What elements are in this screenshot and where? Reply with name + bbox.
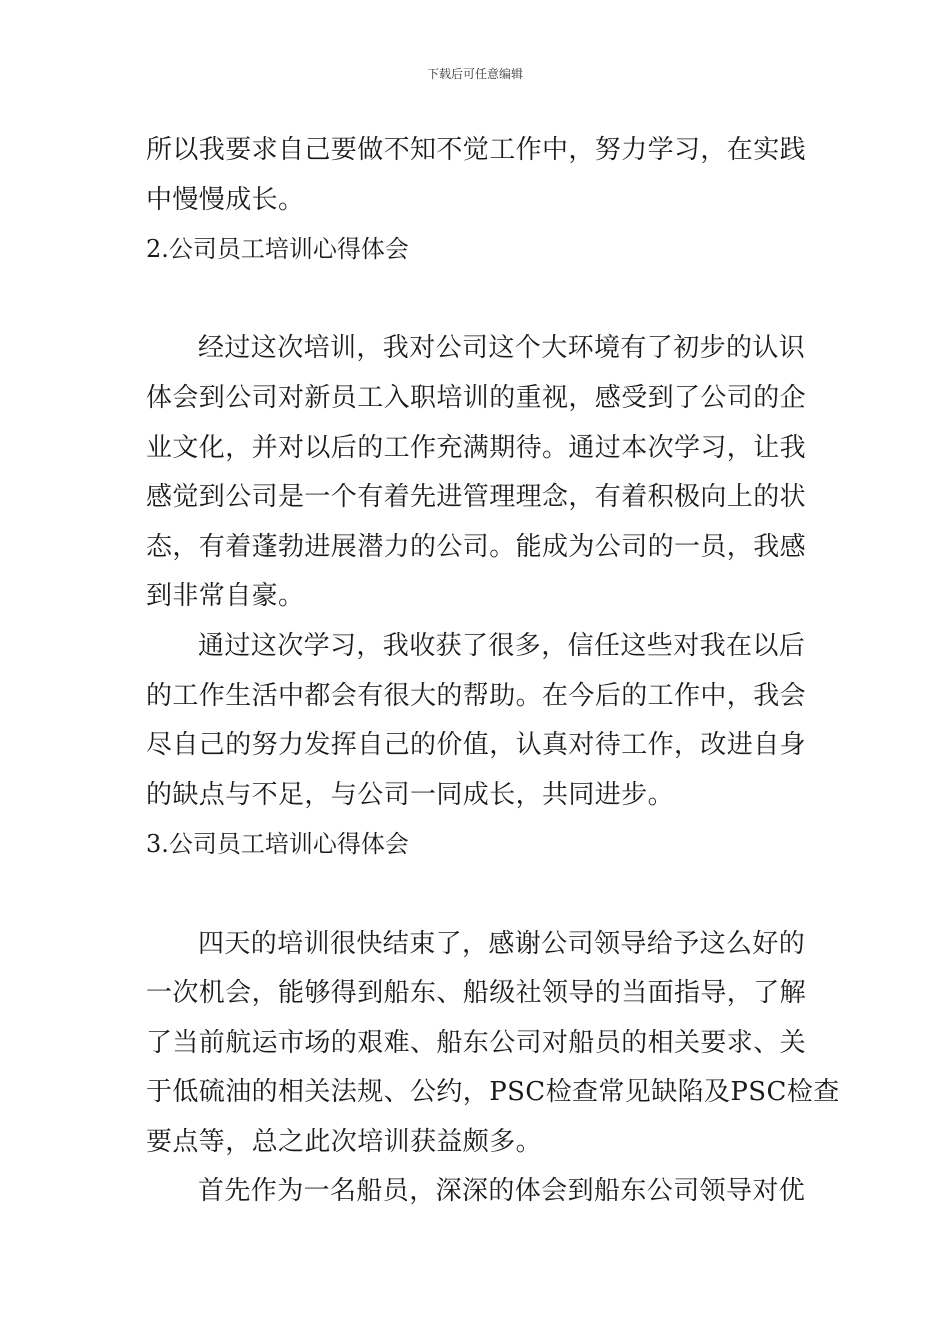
text-line: 一次机会，能够得到船东、船级社领导的当面指导，了解: [146, 978, 807, 1009]
text-line: 要点等，总之此次培训获益颇多。: [146, 1126, 543, 1157]
text-line: 中慢慢成长。: [146, 184, 305, 215]
text-line: 到非常自豪。: [146, 581, 305, 612]
text-line: 了当前航运市场的艰难、船东公司对船员的相关要求、关: [146, 1027, 807, 1058]
paragraph-start: 首先作为一名船员，深深的体会到船东公司领导对优: [198, 1176, 806, 1207]
paragraph-start: 通过这次学习，我收获了很多，信任这些对我在以后: [198, 630, 806, 661]
paragraph-start: 四天的培训很快结束了，感谢公司领导给予这么好的: [198, 928, 806, 959]
text-line: 业文化，并对以后的工作充满期待。通过本次学习，让我: [146, 432, 807, 463]
text-line: 于低硫油的相关法规、公约，PSC检查常见缺陷及PSC检查: [146, 1077, 840, 1108]
blank-line: [146, 275, 810, 325]
section-heading: 2.公司员工培训心得体会: [146, 235, 409, 264]
page-header: 下载后可任意编辑: [426, 67, 523, 81]
text-line: 态，有着蓬勃进展潜力的公司。能成为公司的一员，我感: [146, 531, 807, 562]
text-line: 的工作生活中都会有很大的帮助。在今后的工作中，我会: [146, 680, 807, 711]
blank-line: [146, 870, 810, 920]
document-body: [146, 126, 840, 1217]
text-line: 的缺点与不足，与公司一同成长，共同进步。: [146, 779, 675, 810]
text-line: 体会到公司对新员工入职培训的重视，感受到了公司的企: [146, 382, 807, 413]
text-line: 感觉到公司是一个有着先进管理理念，有着积极向上的状: [146, 482, 807, 513]
text-line: 尽自己的努力发挥自己的价值，认真对待工作，改进自身: [146, 730, 807, 761]
section-heading: 3.公司员工培训心得体会: [146, 830, 409, 859]
text-line: 所以我要求自己要做不知不觉工作中，努力学习，在实践: [146, 135, 807, 165]
paragraph-start: 经过这次培训，我对公司这个大环境有了初步的认识: [198, 333, 806, 364]
